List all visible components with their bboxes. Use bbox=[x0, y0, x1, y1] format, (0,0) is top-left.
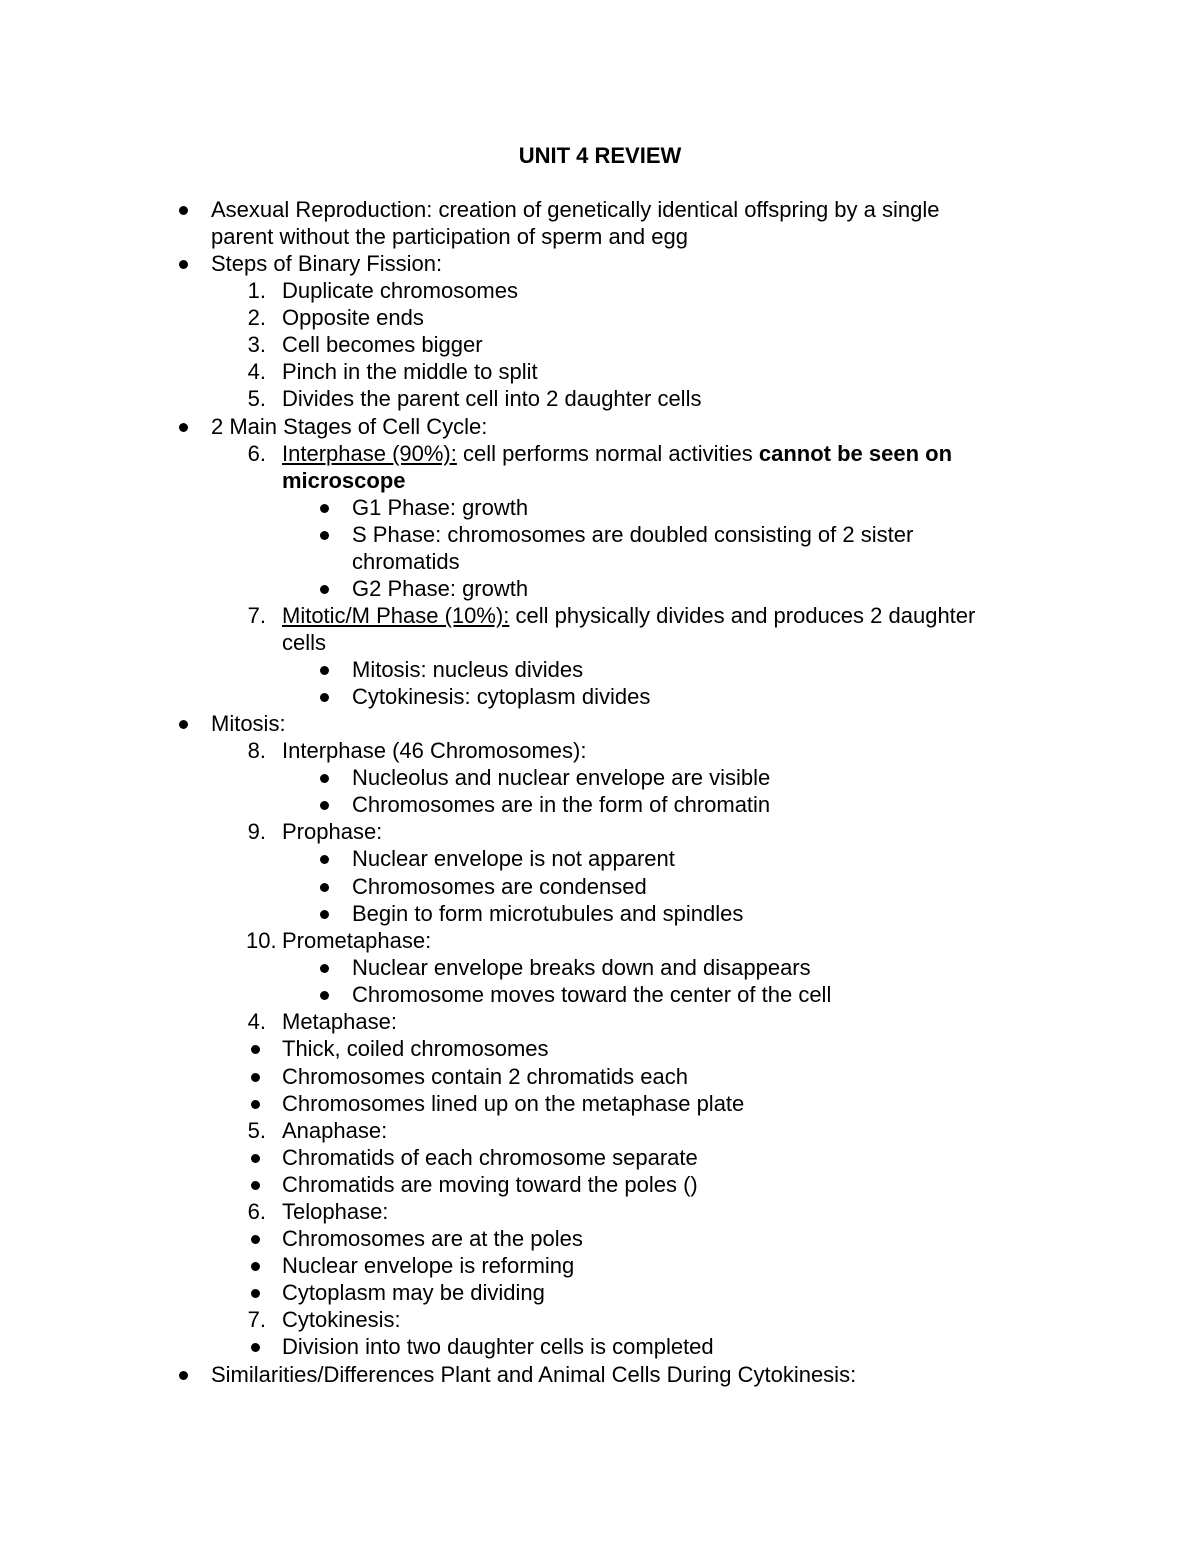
bullet-icon bbox=[320, 964, 329, 973]
bullet-icon bbox=[320, 504, 329, 513]
step-number: 6. bbox=[247, 1199, 266, 1224]
interphase-text: cell performs normal activities bbox=[456, 441, 759, 466]
sub-item: Begin to form microtubules and spindles bbox=[352, 901, 744, 926]
bullet-icon bbox=[251, 1262, 260, 1271]
step-number: 5. bbox=[247, 1118, 266, 1143]
interphase-bold: cannot be seen on bbox=[758, 441, 953, 466]
interphase-bold-cont: microscope bbox=[282, 468, 406, 493]
bullet-icon bbox=[179, 260, 188, 269]
step-number: 3. bbox=[247, 332, 266, 357]
bullet-icon bbox=[251, 1100, 260, 1109]
sub-item: Chromatids are moving toward the poles () bbox=[282, 1172, 698, 1197]
step-number: 7. bbox=[247, 1307, 266, 1332]
sub-item: Nuclear envelope is reforming bbox=[282, 1253, 575, 1278]
step-number: 4. bbox=[247, 359, 266, 384]
sub-item: Mitosis: nucleus divides bbox=[352, 657, 584, 682]
step-text: Divides the parent cell into 2 daughter cells bbox=[282, 386, 702, 411]
step-number: 1. bbox=[247, 278, 266, 303]
binary-fission-heading: Steps of Binary Fission: bbox=[211, 251, 443, 276]
sub-item: Chromatids of each chromosome separate bbox=[282, 1145, 698, 1170]
bullet-icon bbox=[179, 720, 188, 729]
bullet-icon bbox=[251, 1154, 260, 1163]
asexual-line-2: parent without the participation of sperm and egg bbox=[211, 224, 688, 249]
sub-item: Chromosome moves toward the center of the cell bbox=[352, 982, 832, 1007]
bullet-icon bbox=[320, 693, 329, 702]
bullet-icon bbox=[179, 1371, 188, 1380]
bullet-icon bbox=[179, 206, 188, 215]
sub-item: Chromosomes are condensed bbox=[352, 874, 647, 899]
step-text: Opposite ends bbox=[282, 305, 424, 330]
step-number: 5. bbox=[247, 386, 266, 411]
similarities-heading: Similarities/Differences Plant and Animal Cells During Cytokinesis: bbox=[211, 1362, 857, 1387]
phase-heading: Prophase: bbox=[282, 819, 383, 844]
sub-item: Nuclear envelope breaks down and disappears bbox=[352, 955, 811, 980]
bullet-icon bbox=[251, 1343, 260, 1352]
step-number: 7. bbox=[247, 603, 266, 628]
bullet-icon bbox=[320, 910, 329, 919]
step-text: Duplicate chromosomes bbox=[282, 278, 518, 303]
cell-cycle-heading: 2 Main Stages of Cell Cycle: bbox=[211, 414, 488, 439]
step-number: 2. bbox=[247, 305, 266, 330]
asexual-line-1: Asexual Reproduction: creation of genetically identical offspring by a single bbox=[211, 197, 940, 222]
bullet-icon bbox=[179, 423, 188, 432]
mitotic-text: cell physically divides and produces 2 daughter bbox=[509, 603, 976, 628]
sub-item: Chromosomes contain 2 chromatids each bbox=[282, 1064, 688, 1089]
bullet-icon bbox=[320, 801, 329, 810]
sub-item: S Phase: chromosomes are doubled consisting of 2 sister bbox=[352, 522, 914, 547]
sub-item: Cytokinesis: cytoplasm divides bbox=[352, 684, 651, 709]
mitotic-label: Mitotic/M Phase (10%): bbox=[282, 603, 510, 628]
sub-item-cont: chromatids bbox=[352, 549, 460, 574]
document-title: UNIT 4 REVIEW bbox=[518, 143, 682, 168]
bullet-icon bbox=[251, 1181, 260, 1190]
sub-item: Division into two daughter cells is completed bbox=[282, 1334, 714, 1359]
step-text: Pinch in the middle to split bbox=[282, 359, 538, 384]
bullet-icon bbox=[251, 1235, 260, 1244]
sub-item: Chromosomes are at the poles bbox=[282, 1226, 583, 1251]
step-number: 8. bbox=[247, 738, 266, 763]
sub-item: G1 Phase: growth bbox=[352, 495, 529, 520]
bullet-icon bbox=[251, 1289, 260, 1298]
phase-heading: Anaphase: bbox=[282, 1118, 388, 1143]
bullet-icon bbox=[320, 531, 329, 540]
sub-item: Nuclear envelope is not apparent bbox=[352, 846, 675, 871]
step-number: 9. bbox=[247, 819, 266, 844]
step-text: Cell becomes bigger bbox=[282, 332, 483, 357]
sub-item: Chromosomes lined up on the metaphase plate bbox=[282, 1091, 745, 1116]
bullet-icon bbox=[320, 774, 329, 783]
bullet-icon bbox=[320, 855, 329, 864]
mitosis-heading: Mitosis: bbox=[211, 711, 286, 736]
phase-heading: Metaphase: bbox=[282, 1009, 397, 1034]
mitotic-text-cont: cells bbox=[282, 630, 327, 655]
sub-item: Thick, coiled chromosomes bbox=[282, 1036, 549, 1061]
phase-heading: Telophase: bbox=[282, 1199, 389, 1224]
sub-item: Chromosomes are in the form of chromatin bbox=[352, 792, 771, 817]
sub-item: Cytoplasm may be dividing bbox=[282, 1280, 545, 1305]
bullet-icon bbox=[251, 1045, 260, 1054]
bullet-icon bbox=[320, 666, 329, 675]
phase-heading: Interphase (46 Chromosomes): bbox=[282, 738, 587, 763]
bullet-icon bbox=[251, 1073, 260, 1082]
step-number: 4. bbox=[247, 1009, 266, 1034]
bullet-icon bbox=[320, 585, 329, 594]
sub-item: G2 Phase: growth bbox=[352, 576, 529, 601]
sub-item: Nucleolus and nuclear envelope are visible bbox=[352, 765, 771, 790]
phase-heading: Prometaphase: bbox=[282, 928, 432, 953]
interphase-line bbox=[282, 440, 952, 467]
phase-heading: Cytokinesis: bbox=[282, 1307, 401, 1332]
bullet-icon bbox=[320, 883, 329, 892]
step-number: 10. bbox=[246, 928, 277, 953]
bullet-icon bbox=[320, 991, 329, 1000]
interphase-label: Interphase (90%): bbox=[282, 441, 457, 466]
mitotic-line bbox=[282, 602, 975, 629]
step-number: 6. bbox=[247, 441, 266, 466]
